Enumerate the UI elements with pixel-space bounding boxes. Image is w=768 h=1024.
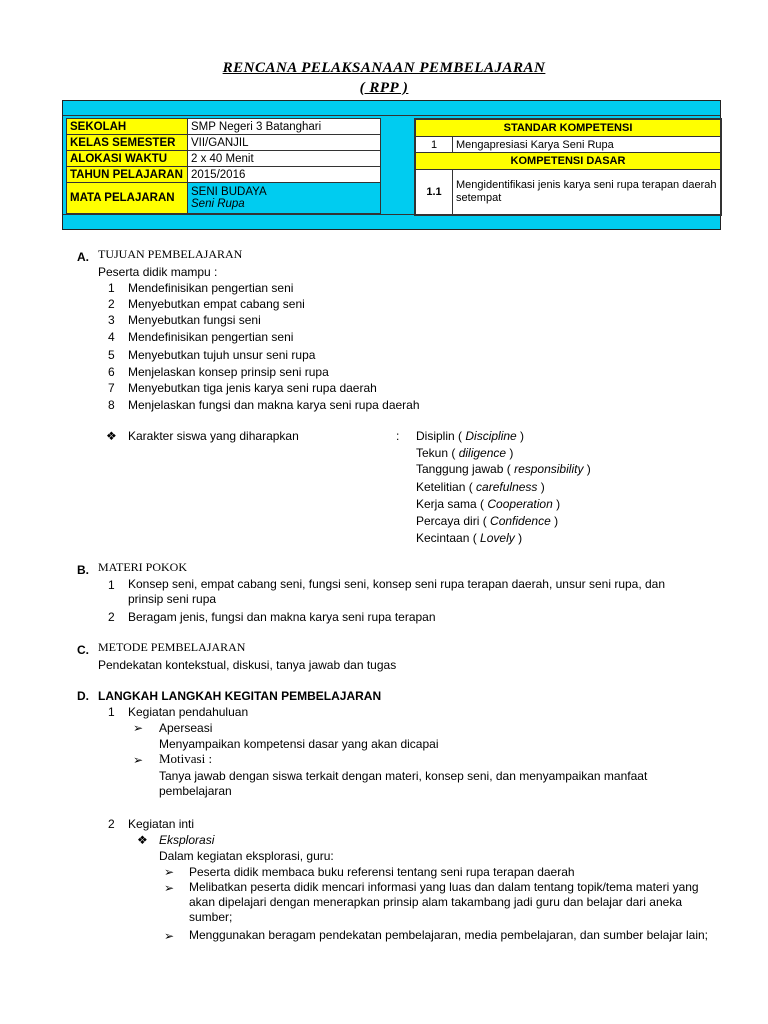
mapel-value	[188, 183, 381, 214]
kd-header: KOMPETENSI DASAR	[416, 153, 721, 170]
item-number: 4	[108, 330, 115, 344]
arrow-bullet-icon: ➢	[164, 929, 175, 943]
sk-header: STANDAR KOMPETENSI	[416, 120, 721, 137]
trait-name: Kerja sama	[416, 497, 477, 511]
karakter-label: Karakter siswa yang diharapkan	[128, 429, 299, 443]
item-text: Konsep seni, empat cabang seni, fungsi seni, konsep seni rupa terapan daerah, unsur seni rupa, dan prinsip seni rupa	[128, 577, 666, 606]
identity-row-kelas	[67, 135, 381, 151]
arrow-bullet-icon: ➢	[164, 865, 175, 879]
item-text: Mendefinisikan pengertian seni	[128, 281, 294, 295]
item-text: Menyebutkan fungsi seni	[128, 313, 261, 327]
section-a-letter: A.	[77, 250, 89, 264]
identity-row-sekolah	[67, 119, 381, 135]
item-text: Menjelaskan fungsi dan makna karya seni rupa daerah	[128, 398, 420, 412]
motivasi-title: Motivasi :	[159, 751, 213, 766]
tahun-value: 2015/2016	[188, 167, 381, 183]
step2-number: 2	[108, 817, 115, 831]
kd-text: Mengidentifikasi jenis karya seni rupa terapan daerah setempat	[453, 170, 721, 215]
apersepsi-text: Menyampaikan kompetensi dasar yang akan dicapai	[159, 737, 439, 751]
trait-name: Ketelitian	[416, 480, 466, 494]
list-item: Kecintaan ( Lovely )	[416, 531, 523, 545]
section-c-letter: C.	[77, 643, 89, 657]
item-number: 2	[108, 297, 115, 311]
item-text: Menyebutkan tiga jenis karya seni rupa daerah	[128, 381, 377, 395]
item-number: 7	[108, 381, 115, 395]
list-item: Kerja sama ( Cooperation )	[416, 497, 561, 511]
item-number: 8	[108, 398, 115, 412]
step1-title: Kegiatan pendahuluan	[128, 705, 249, 719]
identity-row-alokasi	[67, 151, 381, 167]
arrow-bullet-icon: ➢	[133, 721, 144, 735]
mapel-value-sub: Seni Rupa	[191, 198, 245, 210]
item-text: Menyebutkan tujuh unsur seni rupa	[128, 348, 316, 362]
trait-name: Kecintaan	[416, 531, 470, 545]
diamond-bullet-icon: ❖	[106, 429, 117, 443]
list-item: Tekun ( diligence )	[416, 446, 514, 460]
competency-box	[414, 118, 722, 216]
trait-name: Tanggung jawab	[416, 462, 504, 476]
item-number: 5	[108, 348, 115, 362]
section-a-title: TUJUAN PEMBELAJARAN	[98, 247, 243, 261]
item-number: 1	[108, 281, 115, 295]
trait-english: Confidence	[490, 514, 551, 528]
step2-title: Kegiatan inti	[128, 817, 195, 831]
tahun-label: TAHUN PELAJARAN	[67, 167, 188, 183]
section-d-title: LANGKAH LANGKAH KEGITAN PEMBELAJARAN	[98, 689, 382, 703]
item-number: 3	[108, 313, 115, 327]
section-c-title: METODE PEMBELAJARAN	[98, 640, 246, 654]
motivasi-text: Tanya jawab dengan siswa terkait dengan materi, konsep seni, dan menyampaikan manfaat pembelajaran	[159, 769, 648, 798]
list-item: Tanggung jawab ( responsibility )	[416, 462, 591, 476]
item-number: 1	[108, 578, 115, 592]
item-text: Beragam jenis, fungsi dan makna karya seni rupa terapan	[128, 610, 436, 624]
trait-english: Lovely	[480, 531, 515, 545]
identity-panel	[62, 100, 721, 230]
item-text: Menggunakan beragam pendekatan pembelajaran, media pembelajaran, dan sumber belajar lain;	[189, 928, 709, 942]
kd-number: 1.1	[416, 170, 453, 215]
eksplorasi-title: Eksplorasi	[159, 833, 215, 847]
list-item: Percaya diri ( Confidence )	[416, 514, 559, 528]
karakter-colon: :	[396, 429, 400, 443]
list-item: Ketelitian ( carefulness )	[416, 480, 545, 494]
competency-table	[415, 119, 721, 215]
item-text: Melibatkan peserta didik mencari informasi yang luas dan dalam tentang topik/tema materi yang akan dipelajari dengan menerapkan prinsip alam takambang jadi guru dan belajar dari aneka sumber;	[189, 880, 699, 924]
section-b-title: MATERI POKOK	[98, 560, 188, 574]
identity-table	[66, 118, 381, 214]
item-text: Menyebutkan empat cabang seni	[128, 297, 305, 311]
document-subtitle: ( RPP )	[359, 80, 409, 96]
identity-row-tahun	[67, 167, 381, 183]
alokasi-label: ALOKASI WAKTU	[67, 151, 188, 167]
trait-english: diligence	[458, 446, 507, 460]
trait-english: responsibility	[514, 462, 584, 476]
trait-name: Tekun	[416, 446, 449, 460]
section-c-text: Pendekatan kontekstual, diskusi, tanya jawab dan tugas	[98, 658, 397, 672]
diamond-bullet-icon: ❖	[137, 833, 148, 847]
item-text: Peserta didik membaca buku referensi tentang seni rupa terapan daerah	[189, 865, 575, 879]
mapel-label: MATA PELAJARAN	[67, 183, 188, 214]
item-text: Mendefinisikan pengertian seni	[128, 330, 294, 344]
trait-name: Percaya diri	[416, 514, 480, 528]
trait-english: Cooperation	[487, 497, 553, 511]
section-b-letter: B.	[77, 563, 89, 577]
sekolah-label: SEKOLAH	[67, 119, 188, 135]
sekolah-value: SMP Negeri 3 Batanghari	[188, 119, 381, 135]
section-d-letter: D.	[77, 689, 89, 703]
alokasi-value: 2 x 40 Menit	[188, 151, 381, 167]
item-number: 2	[108, 610, 115, 624]
kelas-value: VII/GANJIL	[188, 135, 381, 151]
eksplorasi-intro: Dalam kegiatan eksplorasi, guru:	[159, 849, 334, 863]
identity-row-mapel	[67, 183, 381, 214]
trait-english: Discipline	[465, 429, 517, 443]
document-title: RENCANA PELAKSANAAN PEMBELAJARAN	[222, 60, 546, 76]
sk-text: Mengapresiasi Karya Seni Rupa	[453, 137, 721, 153]
list-item: Disiplin ( Discipline )	[416, 429, 525, 443]
item-number: 6	[108, 365, 115, 379]
apersepsi-title: Aperseasi	[159, 721, 213, 735]
section-a-intro: Peserta didik mampu :	[98, 265, 218, 279]
trait-name: Disiplin	[416, 429, 455, 443]
arrow-bullet-icon: ➢	[133, 753, 144, 767]
arrow-bullet-icon: ➢	[164, 881, 175, 895]
mapel-value-main: SENI BUDAYA	[191, 186, 267, 198]
trait-english: carefulness	[476, 480, 538, 494]
sk-number: 1	[416, 137, 453, 153]
item-text: Menjelaskan konsep prinsip seni rupa	[128, 365, 329, 379]
step1-number: 1	[108, 705, 115, 719]
kelas-label: KELAS SEMESTER	[67, 135, 188, 151]
